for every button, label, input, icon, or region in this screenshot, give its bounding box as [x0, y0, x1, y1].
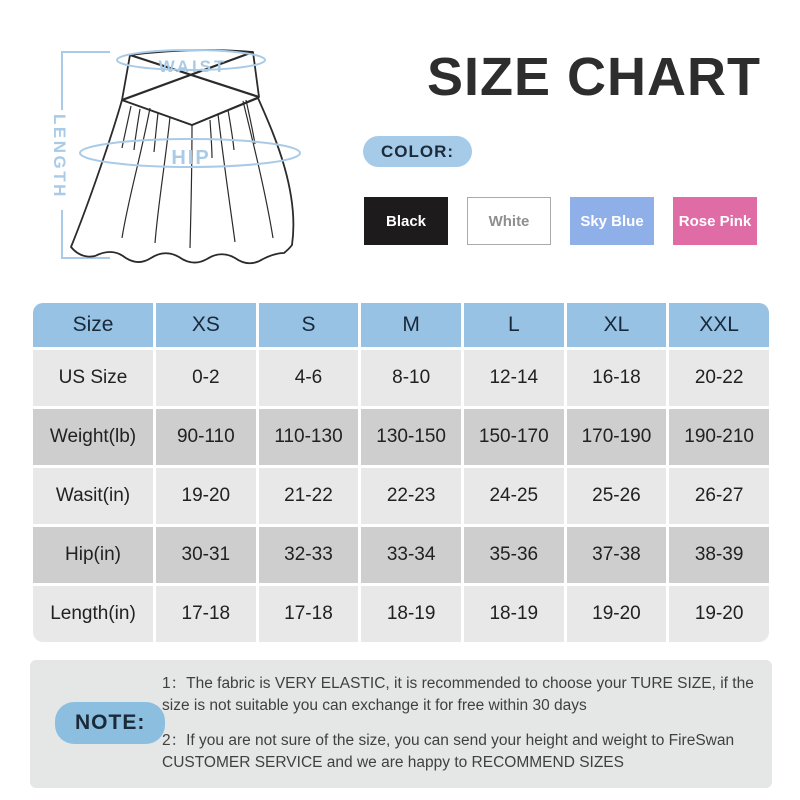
row-label: Length(in) [33, 586, 153, 642]
row-label: Wasit(in) [33, 468, 153, 524]
cell: 19-20 [156, 468, 256, 524]
size-table [30, 300, 772, 645]
row-label: Weight(lb) [33, 409, 153, 465]
cell: 38-39 [669, 527, 769, 583]
header-cell-xxl: XXL [669, 303, 769, 347]
header-cell-xs: XS [156, 303, 256, 347]
cell: 19-20 [567, 586, 667, 642]
cell: 35-36 [464, 527, 564, 583]
cell: 18-19 [464, 586, 564, 642]
cell: 26-27 [669, 468, 769, 524]
note-panel [30, 660, 772, 788]
cell: 8-10 [361, 350, 461, 406]
cell: 20-22 [669, 350, 769, 406]
cell: 17-18 [259, 586, 359, 642]
cell: 150-170 [464, 409, 564, 465]
table-row-weight [33, 409, 769, 465]
header-cell-size: Size [33, 303, 153, 347]
cell: 19-20 [669, 586, 769, 642]
color-section-label: COLOR: [363, 136, 472, 167]
skirt-illustration [35, 26, 335, 292]
header-cell-s: S [259, 303, 359, 347]
cell: 22-23 [361, 468, 461, 524]
header-cell-m: M [361, 303, 461, 347]
cell: 18-19 [361, 586, 461, 642]
cell: 110-130 [259, 409, 359, 465]
length-label: LENGTH [50, 114, 69, 199]
note-line-2: 2：If you are not sure of the size, you can send your height and weight to FireSwan CUSTOMER SERVICE and we are happy to RECOMMEND SIZES [162, 731, 735, 772]
table-row-hip [33, 527, 769, 583]
cell: 37-38 [567, 527, 667, 583]
waist-label: WAIST [158, 57, 228, 76]
note-line-1: 1：The fabric is VERY ELASTIC, it is recommended to choose your TURE SIZE, if the size is not suitable you can exchange it for free within 30 days [162, 675, 754, 715]
header-cell-l: L [464, 303, 564, 347]
row-label: Hip(in) [33, 527, 153, 583]
cell: 0-2 [156, 350, 256, 406]
cell: 32-33 [259, 527, 359, 583]
note-texts [162, 673, 762, 787]
table-row-us-size [33, 350, 769, 406]
cell: 4-6 [259, 350, 359, 406]
cell: 130-150 [361, 409, 461, 465]
header-cell-xl: XL [567, 303, 667, 347]
swatch-sky-blue: Sky Blue [570, 197, 654, 245]
cell: 190-210 [669, 409, 769, 465]
cell: 33-34 [361, 527, 461, 583]
cell: 25-26 [567, 468, 667, 524]
cell: 17-18 [156, 586, 256, 642]
table-row-length [33, 586, 769, 642]
swatch-rose-pink: Rose Pink [673, 197, 757, 245]
cell: 30-31 [156, 527, 256, 583]
note-label: NOTE: [55, 702, 165, 744]
cell: 90-110 [156, 409, 256, 465]
table-row-waist [33, 468, 769, 524]
page-title: SIZE CHART [427, 47, 761, 107]
cell: 16-18 [567, 350, 667, 406]
swatch-white: White [467, 197, 551, 245]
cell: 170-190 [567, 409, 667, 465]
swatch-black: Black [364, 197, 448, 245]
row-label: US Size [33, 350, 153, 406]
cell: 12-14 [464, 350, 564, 406]
color-swatch-row [364, 197, 757, 245]
cell: 24-25 [464, 468, 564, 524]
cell: 21-22 [259, 468, 359, 524]
size-table-header-row [33, 303, 769, 347]
hip-label: HIP [171, 147, 211, 169]
